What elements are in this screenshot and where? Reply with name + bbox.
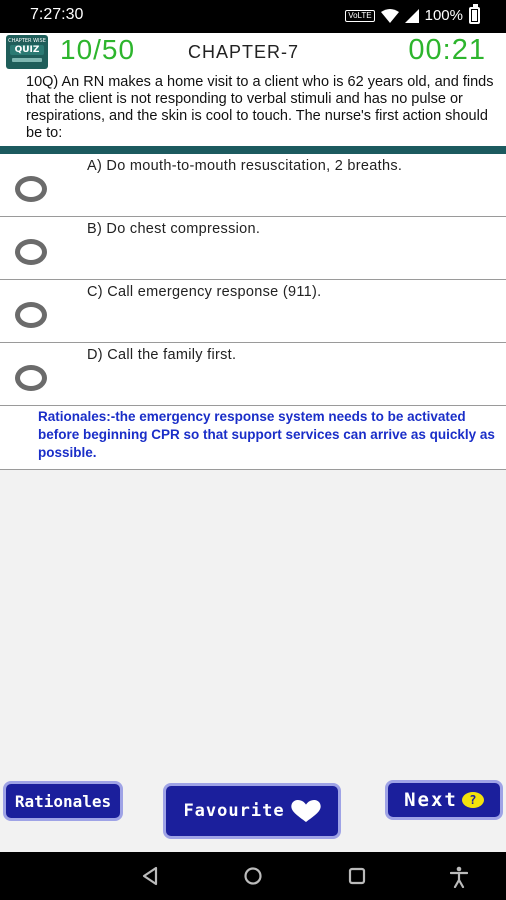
logo-top-text: CHAPTER WISE — [8, 38, 46, 44]
system-nav-bar — [0, 852, 506, 900]
favourite-button[interactable] — [163, 783, 341, 839]
option-c[interactable] — [0, 280, 506, 343]
rationales-button[interactable] — [3, 781, 123, 821]
signal-icon — [405, 9, 419, 23]
radio-icon[interactable] — [15, 176, 47, 202]
quiz-header — [0, 33, 506, 71]
rationales-button-label: Rationales — [14, 791, 112, 811]
logo-bar — [12, 58, 42, 62]
radio-icon[interactable] — [15, 239, 47, 265]
status-icons — [345, 7, 480, 24]
status-time: 7:27:30 — [30, 6, 84, 23]
next-button-label: Next — [404, 789, 458, 811]
radio-icon[interactable] — [15, 302, 47, 328]
status-bar — [0, 0, 506, 33]
accessibility-icon[interactable] — [450, 866, 468, 888]
option-d[interactable] — [0, 343, 506, 406]
question-mark-icon: ? — [462, 792, 484, 808]
question-text: 10Q) An RN makes a home visit to a client who is 62 years old, and finds that the client is not responding to verbal stimuli and has no pulse or respirations, and the skin is cool to touch. The nurse's first action should be to: — [0, 71, 506, 147]
quiz-timer: 00:21 — [408, 34, 486, 66]
question-divider — [0, 146, 506, 154]
logo-quiz-text: QUIZ — [10, 45, 44, 55]
option-a[interactable] — [0, 154, 506, 217]
option-label: C) Call emergency response (911). — [87, 284, 322, 300]
volte-badge: VoLTE — [345, 10, 374, 22]
option-label: B) Do chest compression. — [87, 221, 261, 237]
home-icon[interactable] — [243, 866, 263, 886]
back-icon[interactable] — [141, 866, 159, 886]
option-b[interactable] — [0, 217, 506, 280]
next-button[interactable] — [385, 780, 503, 820]
heart-icon — [291, 800, 321, 822]
radio-icon[interactable] — [15, 365, 47, 391]
rationale-text: Rationales:-the emergency response system needs to be activated before beginning CPR so that support services can arrive as quickly as possible. — [0, 406, 506, 470]
app-logo — [6, 35, 48, 69]
chapter-title: CHAPTER-7 — [188, 42, 300, 62]
battery-percent: 100% — [424, 7, 463, 24]
question-counter: 10/50 — [60, 34, 136, 65]
option-label: A) Do mouth-to-mouth resuscitation, 2 breaths. — [87, 158, 403, 174]
option-label: D) Call the family first. — [87, 347, 237, 363]
wifi-icon — [381, 9, 399, 23]
battery-icon — [469, 7, 480, 24]
favourite-button-label: Favourite — [183, 801, 285, 821]
recents-icon[interactable] — [347, 866, 367, 886]
